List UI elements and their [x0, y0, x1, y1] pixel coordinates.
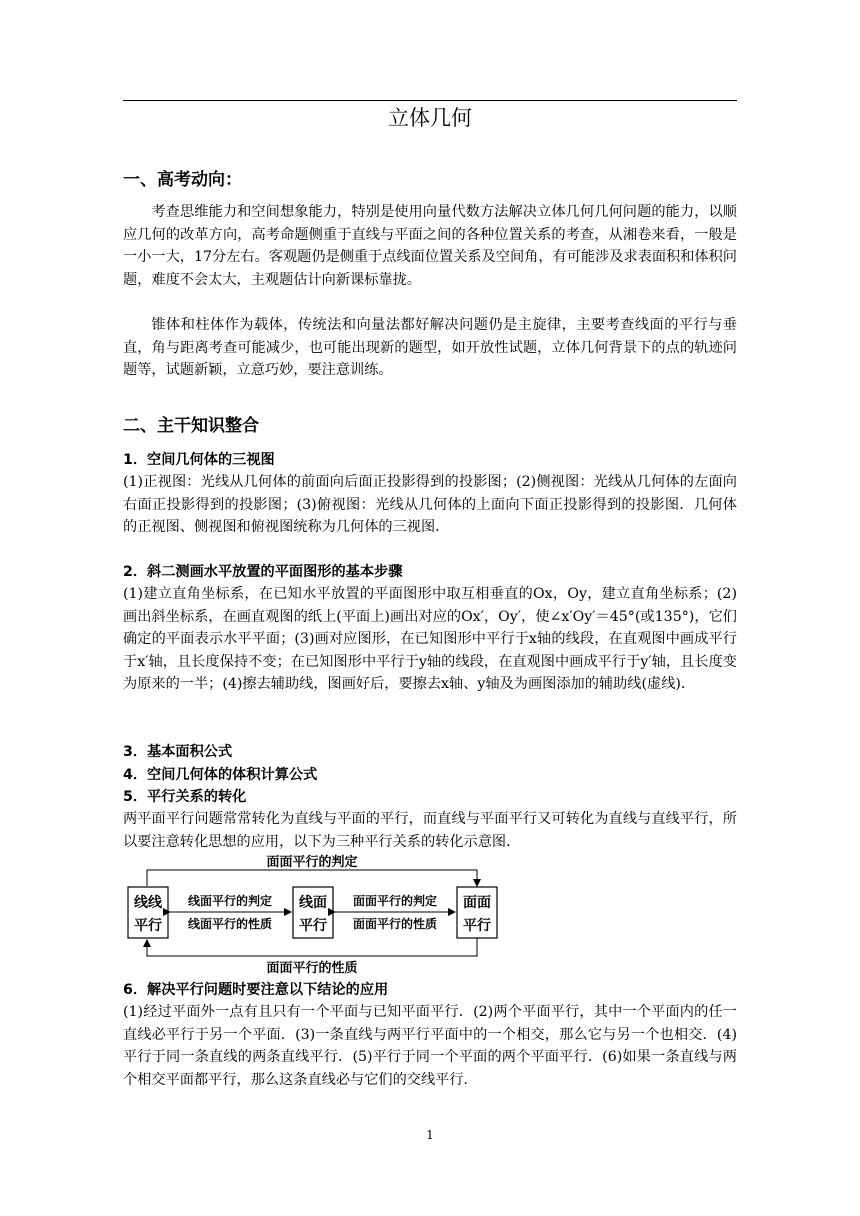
- item-5-title: 5．平行关系的转化: [123, 789, 247, 805]
- top-loop-line: [147, 870, 477, 886]
- box-line-line-label-top: 线线: [134, 895, 162, 911]
- top-loop-label: 面面平行的判定: [266, 855, 358, 870]
- arrow-1-bottom-label: 线面平行的性质: [187, 917, 273, 931]
- box-line-plane-label-bottom: 平行: [299, 918, 327, 934]
- arrow-2-top-label: 面面平行的判定: [352, 894, 438, 908]
- section-1-paragraph-1: 考查思维能力和空间想象能力，特别是使用向量代数方法解决立体几何几何问题的能力，以顺应几何的改革方向，高考命题侧重于直线与平面之间的各种位置关系的考查，从湘卷来看，一般是一小一大，17分左右。客观题仍是侧重于点线面位置关系及空间角，有可能涉及求表面积和体积问题，难度不会太大，主观题估计向新课标靠拢。: [123, 204, 737, 288]
- section-2-heading: 二、主干知识整合: [123, 416, 259, 436]
- page-number: 1: [426, 1128, 434, 1142]
- item-2-title: 2．斜二测画水平放置的平面图形的基本步骤: [123, 564, 403, 580]
- bottom-loop-label: 面面平行的性质: [266, 961, 358, 976]
- section-1-heading: 一、高考动向：: [123, 170, 242, 190]
- parallel-relation-diagram: [124, 852, 498, 978]
- item-2-body: (1)建立直角坐标系，在已知水平放置的平面图形中取互相垂直的Ox，Oy，建立直角坐标系；(2)画出斜坐标系，在画直观图的纸上(平面上)画出对应的Ox′，Oy′，使∠x′Oy′＝45°(或135°)，它们确定的平面表示水平平面；(3)画对应图形，在已知图形中平行于x轴的线段，在直观图中画成平行于x′轴，且长度保持不变；在已知图形中平行于y轴的线段，在直观图中画成平行于y′轴，且长度变为原来的一半；(4)擦去辅助线，图画好后，要擦去x轴、y轴及为画图添加的辅助线(虚线)．: [123, 586, 737, 692]
- arrow-1-top-label: 线面平行的判定: [187, 894, 273, 908]
- item-1-body: (1)正视图：光线从几何体的前面向后面正投影得到的投影图；(2)侧视图：光线从几何体的左面向右面正投影得到的投影图；(3)俯视图：光线从几何体的上面向下面正投影得到的投影图．几何体的正视图、侧视图和俯视图统称为几何体的三视图．: [123, 474, 737, 535]
- header-rule: [123, 100, 737, 101]
- item-6-title: 6．解决平行问题时要注意以下结论的应用: [123, 982, 389, 998]
- section-1-paragraph-2: 锥体和柱体作为载体，传统法和向量法都好解决问题仍是主旋律，主要考查线面的平行与垂直，角与距离考查可能减少，也可能出现新的题型，如开放性试题，立体几何背景下的点的轨迹问题等，试题新颖，立意巧妙，要注意训练。: [123, 317, 737, 378]
- box-plane-plane-label-top: 面面: [463, 895, 491, 911]
- box-plane-plane-label-bottom: 平行: [463, 918, 491, 934]
- arrow-2-bottom-label: 面面平行的性质: [352, 917, 438, 931]
- item-3-title: 3．基本面积公式: [123, 744, 233, 760]
- item-6-body: (1)经过平面外一点有且只有一个平面与已知平面平行．(2)两个平面平行，其中一个平面内的任一直线必平行于另一个平面．(3)一条直线与两平行平面中的一个相交，那么它与另一个也相交．(4)平行于同一条直线的两条直线平行．(5)平行于同一个平面的两个平面平行．(6)如果一条直线与两个相交平面都平行，那么这条直线必与它们的交线平行．: [123, 1004, 737, 1088]
- page-title: 立体几何: [388, 106, 472, 130]
- box-line-plane-label-top: 线面: [299, 895, 327, 911]
- item-5-body: 两平面平行问题常常转化为直线与平面的平行，而直线与平面平行又可转化为直线与直线平行，所以要注意转化思想的应用，以下为三种平行关系的转化示意图．: [123, 811, 737, 850]
- item-4-title: 4．空间几何体的体积计算公式: [123, 767, 318, 783]
- item-1-title: 1．空间几何体的三视图: [123, 452, 275, 468]
- bottom-loop-line: [147, 938, 477, 956]
- box-line-line-label-bottom: 平行: [134, 918, 162, 934]
